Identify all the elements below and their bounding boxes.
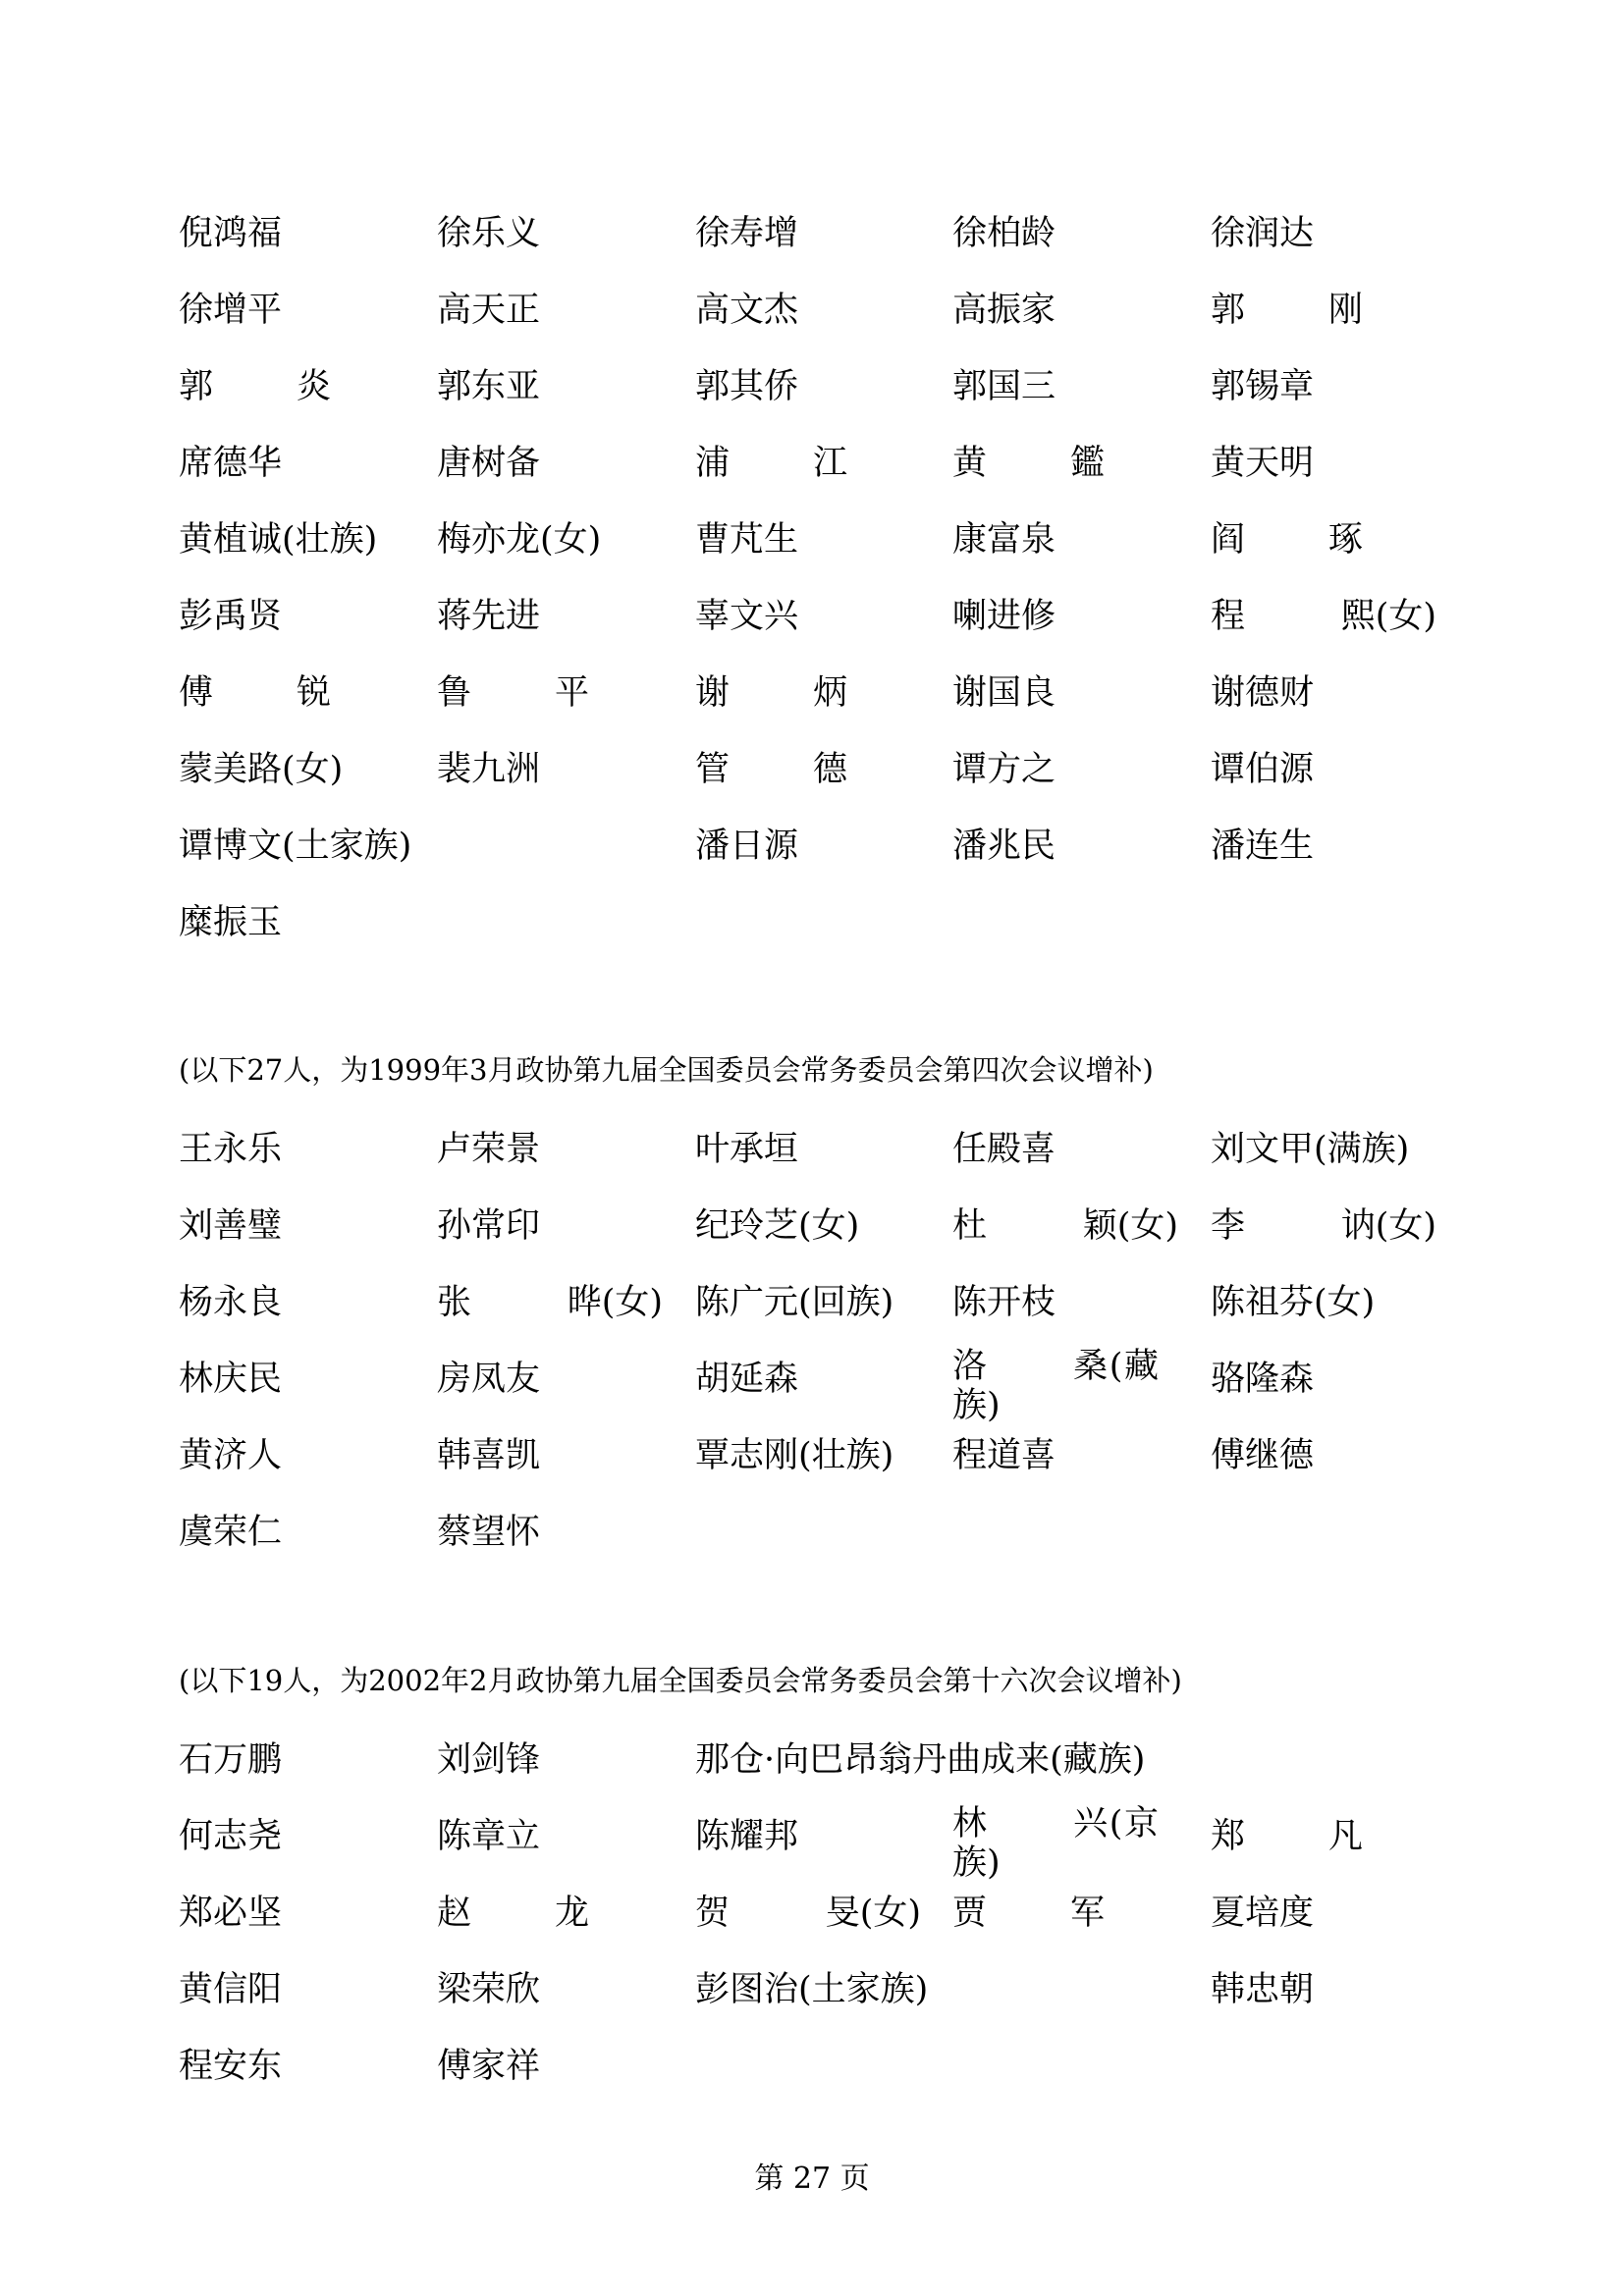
name-row <box>0 1889 1624 1938</box>
member-name: 韩忠朝 <box>1211 1970 1315 2009</box>
name-row <box>0 286 1624 335</box>
member-name: 韩喜凯 <box>437 1436 541 1475</box>
name-row <box>0 439 1624 488</box>
name-row <box>0 362 1624 411</box>
name-row <box>0 1508 1624 1557</box>
member-name: 郭其侨 <box>695 367 799 406</box>
name-row <box>0 1735 1624 1785</box>
member-name: 胡延森 <box>695 1360 799 1399</box>
member-name: 王永乐 <box>179 1130 283 1169</box>
name-row <box>0 1804 1624 1883</box>
member-name: 唐树备 <box>437 444 541 483</box>
member-name: 糜振玉 <box>179 903 283 942</box>
member-name: 杜 颖(女) <box>952 1206 1178 1246</box>
member-name: 程道喜 <box>952 1436 1056 1475</box>
member-name: 曹芃生 <box>695 520 799 560</box>
member-name: 梁荣欣 <box>437 1970 541 2009</box>
name-row <box>0 592 1624 641</box>
member-name: 蒋先进 <box>437 597 541 636</box>
member-name: 房凤友 <box>437 1360 541 1399</box>
name-row <box>0 1347 1624 1425</box>
member-name: 贾 军 <box>952 1894 1105 1933</box>
member-name: 席德华 <box>179 444 283 483</box>
member-name: 裴九洲 <box>437 750 541 789</box>
member-name: 徐润达 <box>1211 214 1315 253</box>
member-name: 郭 刚 <box>1211 291 1363 330</box>
member-name: 黄植诚(壮族) <box>179 520 378 560</box>
section-note: (以下19人，为2002年2月政协第九届全国委员会常务委员会第十六次会议增补) <box>179 1664 1182 1697</box>
member-name: 倪鸿福 <box>179 214 283 253</box>
member-name: 那仓·向巴昂翁丹曲成来(藏族) <box>695 1740 1146 1780</box>
name-row <box>0 822 1624 871</box>
page-number: 第 27 页 <box>754 2162 870 2196</box>
member-name: 潘日源 <box>695 827 799 866</box>
member-name: 谢德财 <box>1211 673 1315 713</box>
member-name: 傅 锐 <box>179 673 331 713</box>
name-row <box>0 1965 1624 2014</box>
member-name: 赵 龙 <box>437 1894 589 1933</box>
member-name: 贺 旻(女) <box>695 1894 921 1933</box>
member-name: 程 熙(女) <box>1211 597 1436 636</box>
member-name: 蒙美路(女) <box>179 750 344 789</box>
name-row <box>0 1125 1624 1174</box>
member-name: 梅亦龙(女) <box>437 520 602 560</box>
member-name: 黄信阳 <box>179 1970 283 2009</box>
member-name: 喇进修 <box>952 597 1056 636</box>
member-name: 虞荣仁 <box>179 1513 283 1552</box>
member-name: 郑 凡 <box>1211 1817 1363 1856</box>
member-name: 陈开枝 <box>952 1283 1056 1322</box>
member-name: 谭伯源 <box>1211 750 1315 789</box>
member-name: 谭博文(土家族) <box>179 827 412 866</box>
member-name: 郭 炎 <box>179 367 331 406</box>
member-name: 覃志刚(壮族) <box>695 1436 894 1475</box>
member-name: 郑必坚 <box>179 1894 283 1933</box>
member-name: 徐增平 <box>179 291 283 330</box>
member-name: 徐柏龄 <box>952 214 1056 253</box>
member-name: 蔡望怀 <box>437 1513 541 1552</box>
member-name: 傅家祥 <box>437 2047 541 2086</box>
member-name: 浦 江 <box>695 444 847 483</box>
member-name: 孙常印 <box>437 1206 541 1246</box>
member-name: 阎 琢 <box>1211 520 1363 560</box>
member-name: 管 德 <box>695 750 847 789</box>
member-name: 高振家 <box>952 291 1056 330</box>
member-name: 纪玲芝(女) <box>695 1206 860 1246</box>
member-name: 李 讷(女) <box>1211 1206 1436 1246</box>
member-name: 徐乐义 <box>437 214 541 253</box>
name-row <box>0 1201 1624 1251</box>
member-name: 夏培度 <box>1211 1894 1315 1933</box>
member-name: 郭锡章 <box>1211 367 1315 406</box>
member-name: 杨永良 <box>179 1283 283 1322</box>
member-name: 潘连生 <box>1211 827 1315 866</box>
member-name: 卢荣景 <box>437 1130 541 1169</box>
member-name: 程安东 <box>179 2047 283 2086</box>
member-name: 任殿喜 <box>952 1130 1056 1169</box>
member-name: 彭禹贤 <box>179 597 283 636</box>
member-name: 辜文兴 <box>695 597 799 636</box>
member-name: 陈广元(回族) <box>695 1283 894 1322</box>
member-name: 黄 鑑 <box>952 444 1105 483</box>
member-name: 刘善璧 <box>179 1206 283 1246</box>
member-name: 洛 桑(藏族) <box>952 1347 1159 1425</box>
member-name: 刘文甲(满族) <box>1211 1130 1410 1169</box>
member-name: 潘兆民 <box>952 827 1056 866</box>
member-name: 陈祖芬(女) <box>1211 1283 1376 1322</box>
member-name: 傅继德 <box>1211 1436 1315 1475</box>
name-row <box>0 1431 1624 1480</box>
member-name: 林庆民 <box>179 1360 283 1399</box>
member-name: 林 兴(京族) <box>952 1804 1159 1883</box>
member-name: 刘剑锋 <box>437 1740 541 1780</box>
name-row <box>0 668 1624 718</box>
name-row <box>0 898 1624 947</box>
section-note: (以下27人，为1999年3月政协第九届全国委员会常务委员会第四次会议增补) <box>179 1053 1154 1087</box>
member-name: 张 晔(女) <box>437 1283 663 1322</box>
member-name: 黄济人 <box>179 1436 283 1475</box>
member-name: 谢国良 <box>952 673 1056 713</box>
name-row <box>0 515 1624 564</box>
name-row <box>0 2042 1624 2091</box>
member-name: 何志尧 <box>179 1817 283 1856</box>
member-name: 彭图治(土家族) <box>695 1970 929 2009</box>
member-name: 郭国三 <box>952 367 1056 406</box>
member-name: 谢 炳 <box>695 673 847 713</box>
member-name: 徐寿增 <box>695 214 799 253</box>
member-name: 骆隆森 <box>1211 1360 1315 1399</box>
member-name: 鲁 平 <box>437 673 589 713</box>
member-name: 郭东亚 <box>437 367 541 406</box>
member-name: 陈章立 <box>437 1817 541 1856</box>
name-row <box>0 1278 1624 1327</box>
name-row <box>0 209 1624 258</box>
member-name: 叶承垣 <box>695 1130 799 1169</box>
name-row <box>0 745 1624 794</box>
member-name: 石万鹏 <box>179 1740 283 1780</box>
member-name: 谭方之 <box>952 750 1056 789</box>
member-name: 黄天明 <box>1211 444 1315 483</box>
member-name: 陈耀邦 <box>695 1817 799 1856</box>
member-name: 康富泉 <box>952 520 1056 560</box>
member-name: 高文杰 <box>695 291 799 330</box>
member-name: 高天正 <box>437 291 541 330</box>
